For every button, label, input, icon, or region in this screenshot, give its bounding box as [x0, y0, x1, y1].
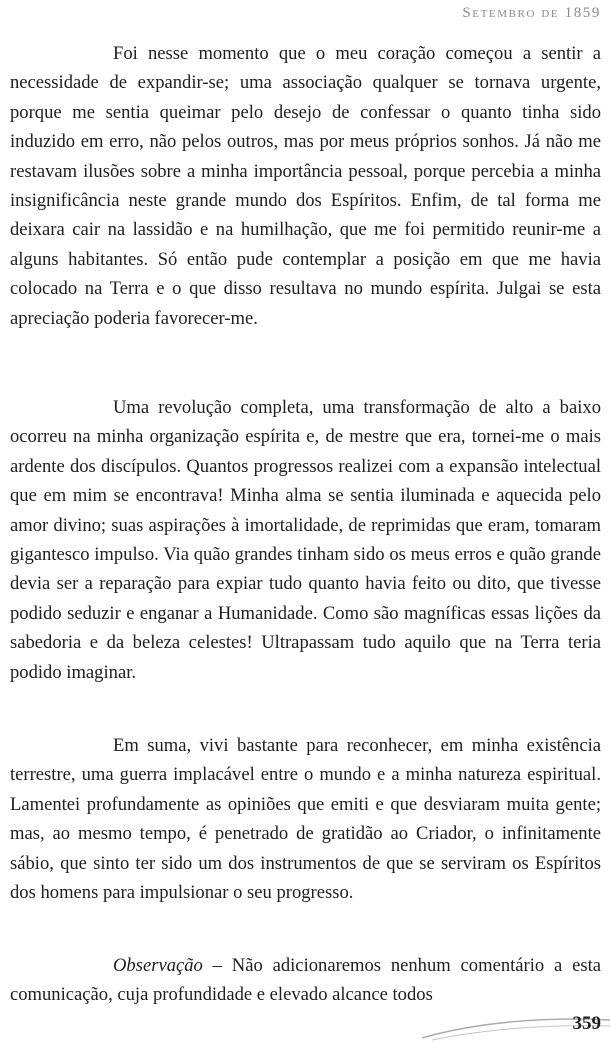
running-header: Setembro de 1859 — [462, 5, 601, 21]
observation-body: – Não adicionaremos nenhum comentário a esta comunicação, cuja profundidade e elevado alcance todos — [10, 955, 601, 1006]
paragraph-1-text: Foi nesse momento que o meu coração começou a sentir a necessidade de expandir-se; uma associação qualquer se tornava urgente, porque me sentia queimar pelo desejo de confessar o quanto tinha sido induzido em erro, não pelos outros, mas por meus próprios sonhos. Já não me restavam ilusões sobre a minha importância pessoal, porque percebia a minha insignificância neste grande mundo dos Espíritos. Enfim, de tal forma me deixara cair na lassidão e na humilhação, que me foi permitido reunir-me a alguns habitantes. Só então pude contemplar a posição em que me havia colocado na Terra e o que disso resultava no mundo espírita. Julgai se esta apreciação poderia favorecer-me. — [10, 43, 601, 329]
paragraph-2 — [10, 393, 601, 687]
observation-text — [10, 951, 601, 1010]
paragraph-3 — [10, 731, 601, 907]
observation-label: Observação — [113, 955, 203, 976]
paragraph-2-text: Uma revolução completa, uma transformação de alto a baixo ocorreu na minha organização espírita e, de mestre que era, tornei-me o mais ardente dos discípulos. Quantos progressos realizei com a expansão intelectual que em mim se encontrava! Minha alma se sentia iluminada e aquecida pelo amor divino; suas aspirações à imortalidade, de reprimidas que eram, tomaram gigantesco impulso. Via quão grandes tinham sido os meus erros e quão grande devia ser a reparação para expiar tudo quanto havia feito ou dito, que tivesse podido seduzir e enganar a Humanidade. Como são magníficas essas lições da sabedoria e da beleza celestes! Ultrapassam tudo aquilo que na Terra teria podido imaginar. — [10, 397, 601, 683]
paragraph-1 — [10, 39, 601, 333]
paragraph-3-text: Em suma, vivi bastante para reconhecer, em minha existência terrestre, uma guerra implacável entre o mundo e a minha natureza espiritual. Lamentei profundamente as opiniões que emiti e que desviaram muita gente; mas, ao mesmo tempo, é penetrado de gratidão ao Criador, o infinitamente sábio, que sinto ter sido um dos instrumentos de que se serviram os Espíritos dos homens para impulsionar o seu progresso. — [10, 735, 601, 904]
page-number: 359 — [572, 1013, 601, 1034]
observation-paragraph — [10, 951, 601, 1010]
